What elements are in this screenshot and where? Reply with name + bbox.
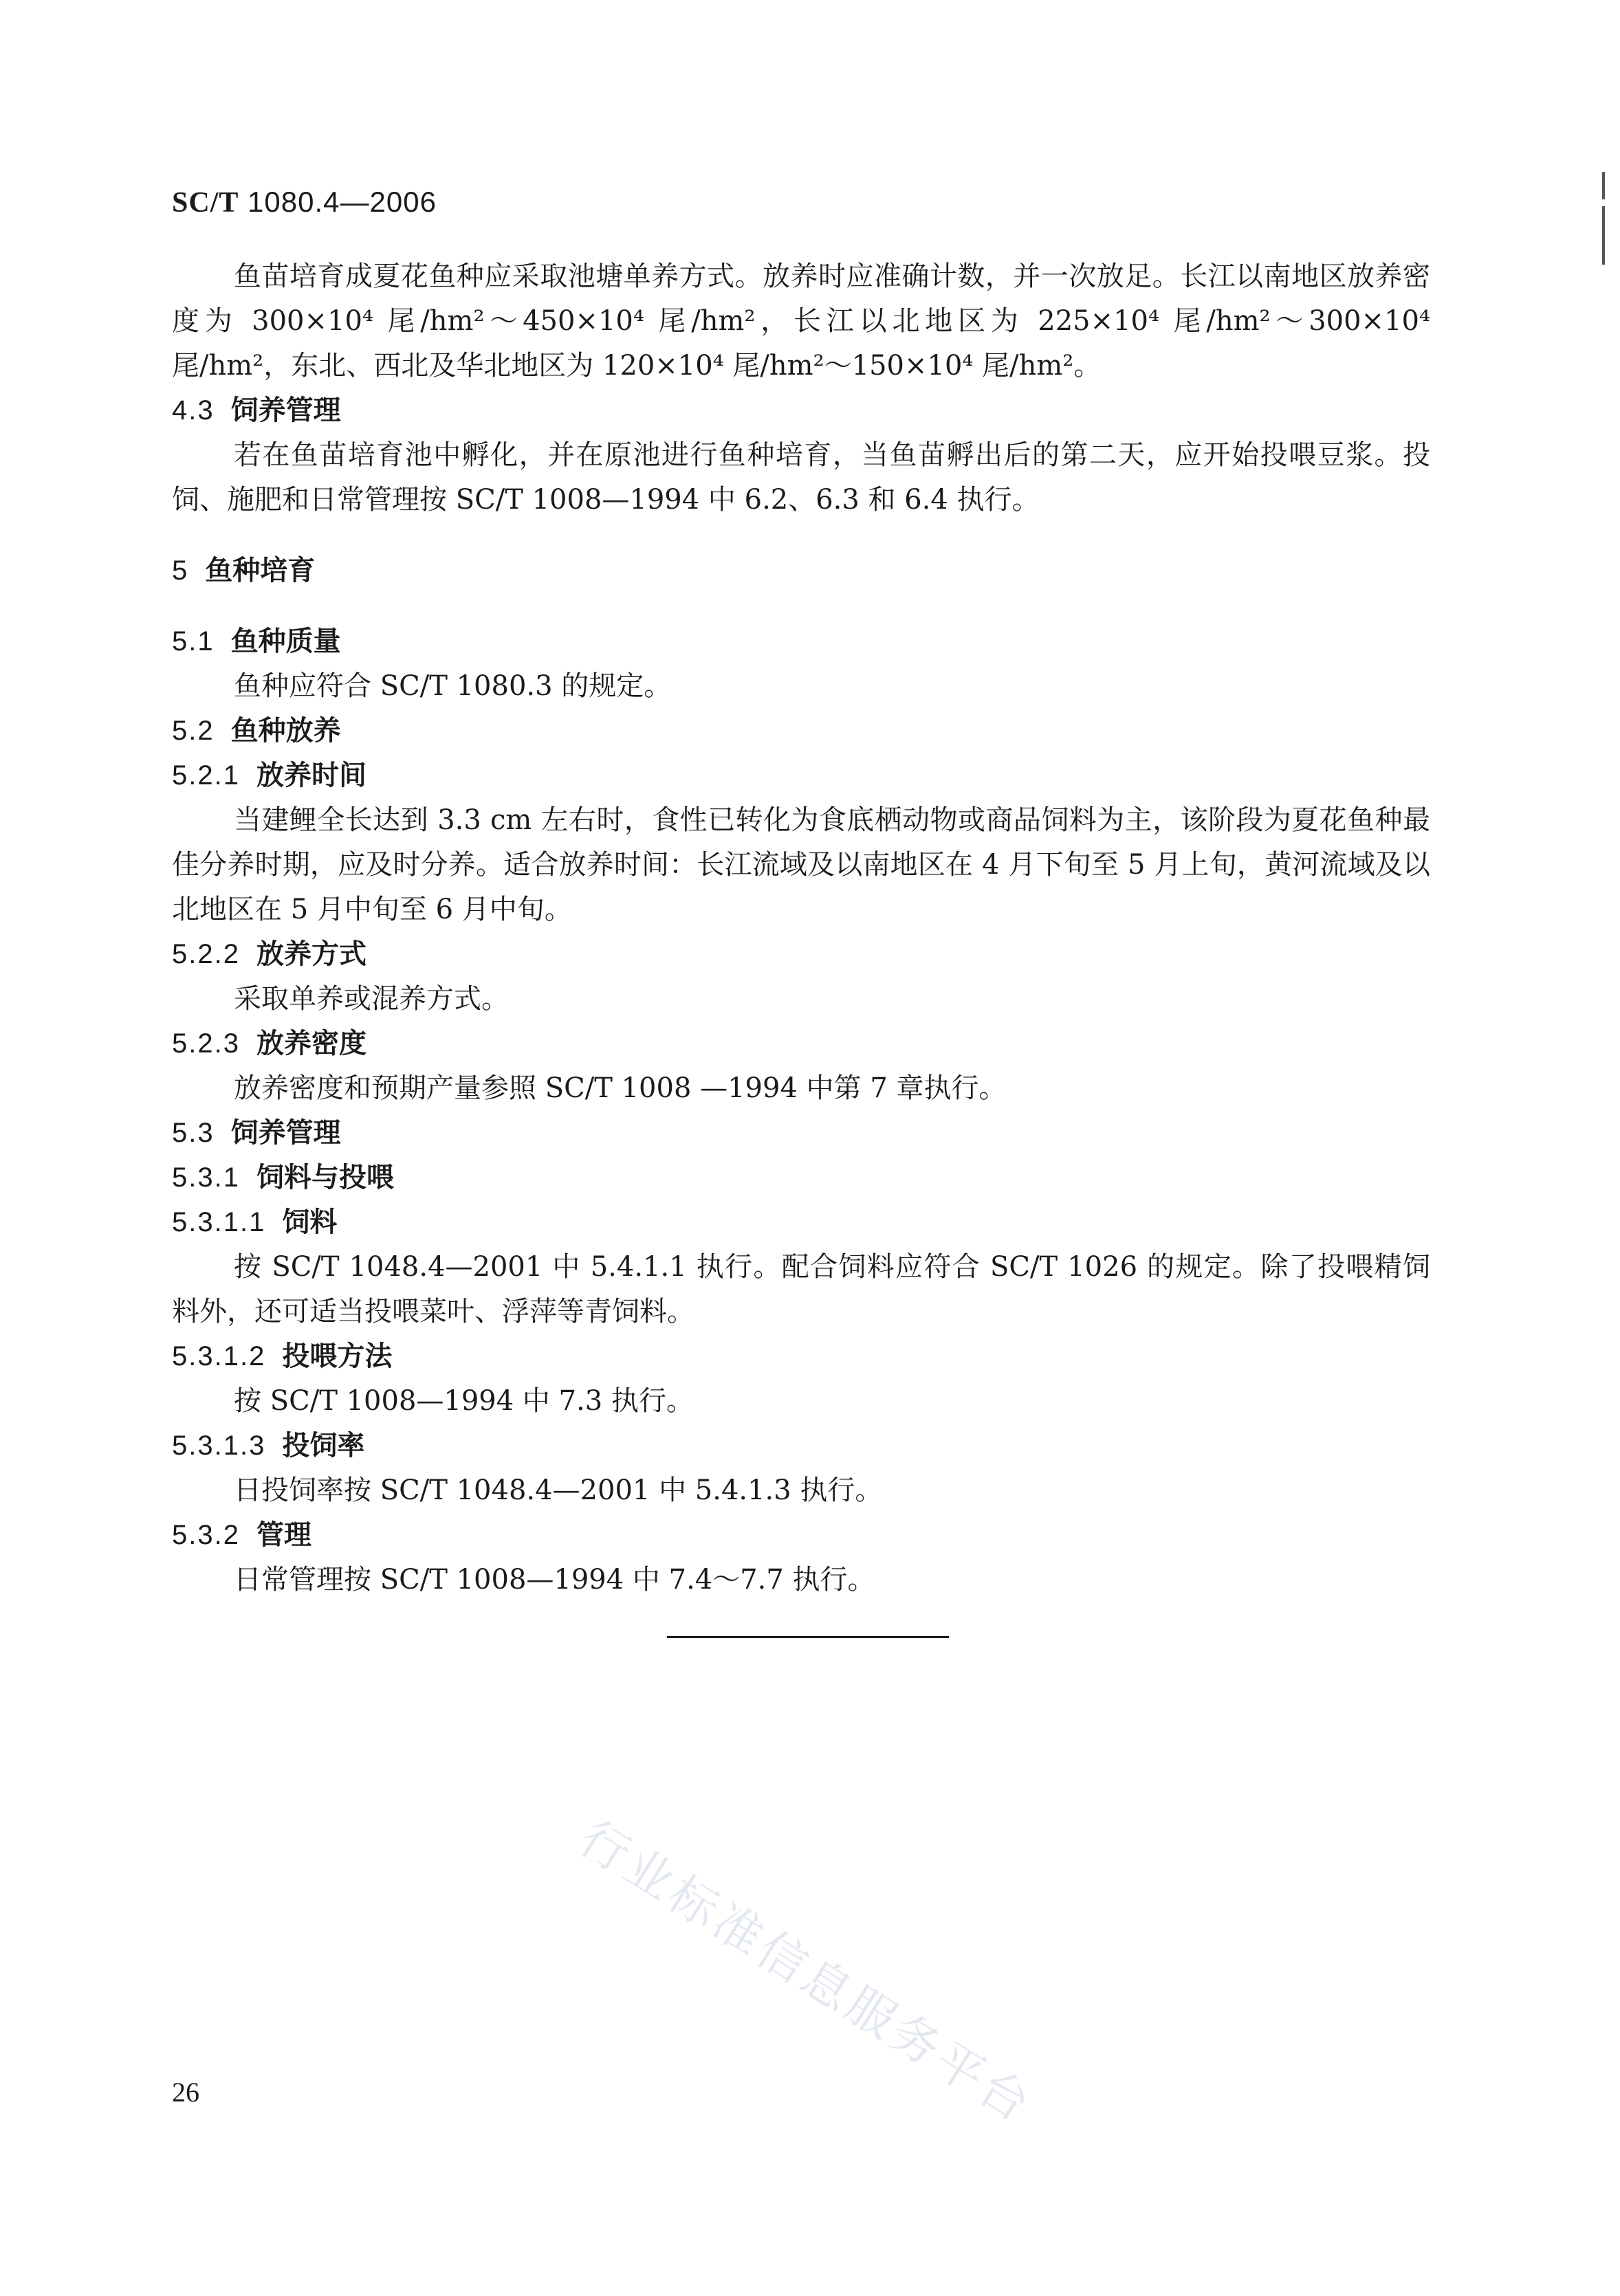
heading-number: 5.3.1.2	[172, 1341, 266, 1371]
heading-title: 饲料	[282, 1206, 338, 1238]
heading-5-3-1-2	[172, 1334, 1430, 1379]
heading-5-3-1-1	[172, 1200, 1430, 1245]
heading-number: 5.2.2	[172, 939, 240, 969]
paragraph-5-3-2: 日常管理按 SC/T 1008—1994 中 7.4～7.7 执行。	[234, 1564, 875, 1596]
page-number: 26	[172, 2077, 199, 2108]
heading-number: 5.3.1.3	[172, 1431, 266, 1461]
paragraph-5-3-1-1: 按 SC/T 1048.4—2001 中 5.4.1.1 执行。配合饲料应符合 SC/T 1026 的规定。除了投喂精饲料外，还可适当投喂菜叶、浮萍等青饲料。	[172, 1251, 1430, 1327]
heading-title: 放养时间	[256, 760, 366, 791]
heading-number: 5.3.1	[172, 1162, 240, 1193]
heading-title: 鱼种质量	[230, 626, 341, 657]
paragraph-5-1: 鱼种应符合 SC/T 1080.3 的规定。	[234, 670, 672, 702]
paragraph-5-2-1: 当建鲤全长达到 3.3 cm 左右时，食性已转化为食底栖动物或商品饲料为主，该阶段为夏花鱼种最佳分养时期，应及时分养。适合放养时间：长江流域及以南地区在 4 月下旬至 5 月上旬，黄河流域及以北地区在 5 月中旬至 6 月中旬。	[172, 804, 1430, 925]
paragraph-5-3-1-3: 日投饲率按 SC/T 1048.4—2001 中 5.4.1.3 执行。	[234, 1475, 883, 1506]
paragraph-5-2-3: 放养密度和预期产量参照 SC/T 1008 —1994 中第 7 章执行。	[234, 1072, 1007, 1104]
standard-code-number: 1080.4—2006	[248, 186, 437, 218]
heading-5-2-2	[172, 932, 1430, 977]
heading-5-1	[172, 619, 1430, 664]
end-rule	[667, 1636, 949, 1638]
paragraph-5-3-1-2: 按 SC/T 1008—1994 中 7.3 执行。	[234, 1385, 694, 1417]
heading-title: 管理	[256, 1519, 311, 1551]
heading-number: 5	[172, 555, 189, 586]
document-body	[172, 254, 1430, 1602]
heading-title: 饲养管理	[230, 395, 341, 426]
paragraph-4-3: 若在鱼苗培育池中孵化，并在原池进行鱼种培育，当鱼苗孵出后的第二天，应开始投喂豆浆。投饲、施肥和日常管理按 SC/T 1008—1994 中 6.2、6.3 和 6.4 执行。	[172, 439, 1430, 516]
intro-paragraph: 鱼苗培育成夏花鱼种应采取池塘单养方式。放养时应准确计数，并一次放足。长江以南地区放养密度为 300×10⁴ 尾/hm²～450×10⁴ 尾/hm²，长江以北地区为 225×10⁴ 尾/hm²～300×10⁴ 尾/hm²，东北、西北及华北地区为 120×10⁴ 尾/hm²～150×10⁴ 尾/hm²。	[172, 261, 1430, 382]
heading-5-3-1-3	[172, 1424, 1430, 1468]
heading-title: 投饲率	[282, 1430, 365, 1461]
heading-5-3-1	[172, 1156, 1430, 1200]
heading-number: 5.3	[172, 1118, 215, 1148]
heading-5-2-1	[172, 753, 1430, 798]
scan-edge-mark	[1602, 172, 1605, 199]
heading-5	[172, 549, 1430, 593]
heading-5-2	[172, 709, 1430, 753]
heading-4-3	[172, 388, 1430, 433]
standard-code	[172, 186, 437, 219]
heading-title: 放养密度	[256, 1028, 366, 1059]
heading-number: 5.2.3	[172, 1028, 240, 1059]
heading-5-3-2	[172, 1513, 1430, 1558]
paragraph-5-2-2: 采取单养或混养方式。	[234, 983, 509, 1015]
heading-title: 鱼种放养	[230, 715, 341, 747]
heading-number: 5.3.2	[172, 1520, 240, 1550]
heading-title: 饲料与投喂	[256, 1162, 394, 1193]
heading-number: 4.3	[172, 395, 215, 426]
heading-title: 鱼种培育	[205, 555, 316, 586]
standard-code-prefix: SC/T	[172, 187, 239, 219]
heading-5-3	[172, 1111, 1430, 1156]
heading-title: 放养方式	[256, 938, 366, 970]
heading-number: 5.3.1.1	[172, 1207, 266, 1237]
heading-title: 投喂方法	[282, 1340, 393, 1372]
scan-edge-mark	[1602, 206, 1605, 265]
heading-title: 饲养管理	[230, 1117, 341, 1149]
watermark: 行业标准信息服务平台	[569, 1809, 1043, 2134]
heading-5-2-3	[172, 1022, 1430, 1066]
heading-number: 5.1	[172, 626, 215, 656]
heading-number: 5.2.1	[172, 760, 240, 791]
heading-number: 5.2	[172, 716, 215, 746]
